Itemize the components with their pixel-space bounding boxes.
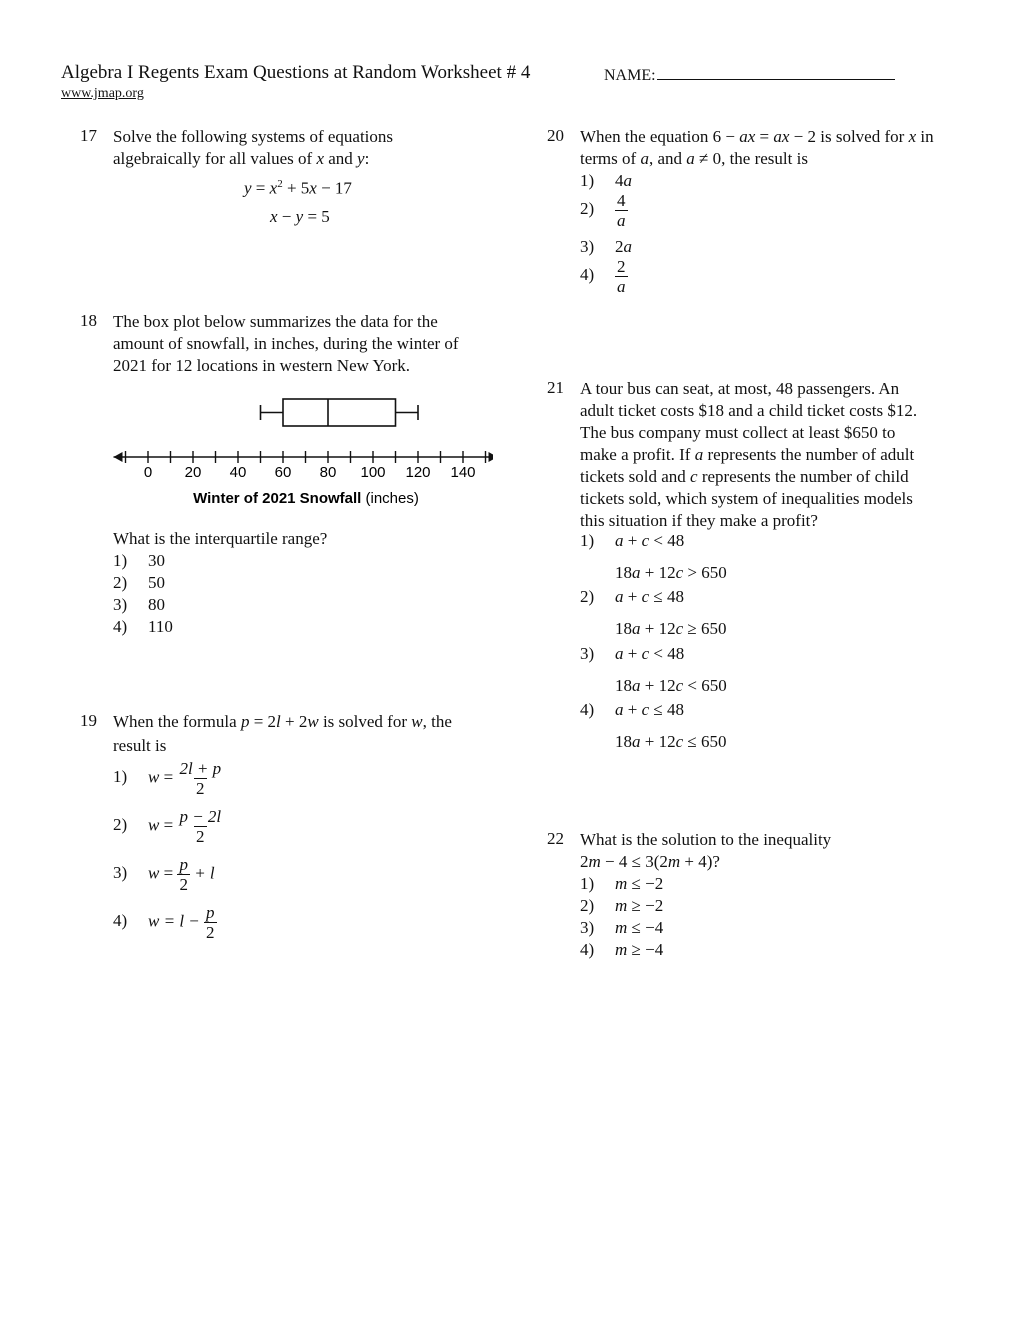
q19-option-2[interactable]: 2) w = $\frac{p - 2l}{2}$ — [113, 807, 222, 846]
q17-equation-1: $y = x^2 + 5x - 17$ — [244, 178, 352, 198]
question-20 — [580, 126, 934, 170]
q19-option-4[interactable]: 4) w = l − $\frac{p}{2}$ — [113, 903, 215, 942]
q19-line-2: result is — [113, 736, 167, 755]
site-link[interactable]: www.jmap.org — [61, 86, 144, 101]
q22-line-2: 2m − 4 ≤ 3(2m + 4)? — [580, 852, 720, 871]
q21-option-4[interactable]: 4) a + c ≤ 48 18a + 12c ≤ 650 — [580, 700, 727, 751]
q20-line-2: terms of a, and a ≠ 0, the result is — [580, 149, 808, 168]
q21-line-3: The bus company must collect at least $650 to — [580, 423, 896, 442]
q18-line-3: 2021 for 12 locations in western New York. — [113, 356, 410, 375]
q21-option-2[interactable]: 2) a + c ≤ 48 18a + 12c ≥ 650 — [580, 587, 727, 638]
question-18 — [113, 311, 459, 377]
axis-caption: Winter of 2021 Snowfall (inches) — [193, 490, 419, 507]
question-19 — [113, 711, 452, 757]
q20-option-2[interactable]: 2) $\frac{4}{a}$ — [580, 191, 626, 230]
question-20-number: 20 — [547, 126, 564, 145]
q18-option-2[interactable]: 2) 50 — [113, 573, 165, 592]
tick-label: 140 — [450, 464, 476, 481]
q21-line-2: adult ticket costs $18 and a child ticket costs $12. — [580, 401, 918, 420]
worksheet-title: Algebra I Regents Exam Questions at Random Worksheet # 4 — [61, 62, 531, 83]
q18-option-3[interactable]: 3) 80 — [113, 595, 165, 614]
number-line-axis — [114, 451, 494, 463]
q22-option-3[interactable]: 3) m ≤ −4 — [580, 918, 664, 937]
q18-line-2: amount of snowfall, in inches, during the winter of — [113, 334, 459, 353]
q18-options — [113, 550, 173, 638]
q21-option-1[interactable]: 1) a + c < 48 18a + 12c > 650 — [580, 531, 727, 582]
q22-option-2[interactable]: 2) m ≥ −2 — [580, 896, 664, 915]
q21-option-3[interactable]: 3) a + c < 48 18a + 12c < 650 — [580, 644, 727, 695]
q19-line-1: When the formula p = 2l + 2w is solved for w, the — [113, 712, 452, 731]
q18-option-1[interactable]: 1) 30 — [113, 551, 165, 570]
q20-line-1: When the equation 6 − ax = ax − 2 is solved for x in — [580, 127, 934, 146]
axis-right-arrow — [489, 452, 494, 462]
tick-label: 100 — [360, 464, 386, 481]
question-18-number: 18 — [80, 311, 97, 330]
q20-option-1[interactable]: 1) 4a — [580, 171, 632, 190]
q21-line-4: make a profit. If a represents the number of adult — [580, 445, 915, 464]
question-17 — [113, 126, 393, 170]
tick-label: 80 — [319, 464, 337, 481]
q18-option-4[interactable]: 4) 110 — [113, 617, 173, 636]
q19-option-3[interactable]: 3) w = $\frac{p}{2}$ + l — [113, 855, 215, 894]
q17-equation-2: x − y = 5 — [270, 207, 330, 226]
q21-line-1: A tour bus can seat, at most, 48 passengers. An — [580, 379, 900, 398]
name-label: NAME: — [604, 67, 656, 84]
question-21 — [580, 378, 917, 532]
question-22-number: 22 — [547, 829, 564, 848]
question-17-number: 17 — [80, 126, 97, 145]
tick-label: 0 — [143, 464, 153, 481]
tick-label: 20 — [184, 464, 202, 481]
box-plot-glyph — [261, 399, 419, 426]
tick-label: 120 — [405, 464, 431, 481]
q22-option-4[interactable]: 4) m ≥ −4 — [580, 940, 664, 959]
q20-option-4[interactable]: 4) $\frac{2}{a}$ — [580, 257, 626, 296]
q20-option-3[interactable]: 3) 2a — [580, 237, 632, 256]
name-blank-line — [657, 65, 895, 80]
box-q1-q3 — [283, 399, 396, 426]
q21-line-6: tickets sold, which system of inequalities models — [580, 489, 913, 508]
q17-line-2: algebraically for all values of x and y: — [113, 149, 370, 168]
question-22 — [580, 829, 831, 961]
number-line-tick-labels — [144, 464, 476, 481]
tick-label: 40 — [229, 464, 247, 481]
axis-left-arrow — [114, 452, 123, 462]
question-21-number: 21 — [547, 378, 564, 397]
q18-question: What is the interquartile range? — [113, 529, 328, 548]
q21-line-5: tickets sold and c represents the number of child — [580, 467, 909, 486]
question-19-number: 19 — [80, 711, 97, 730]
q19-option-1[interactable]: 1) w = $\frac{2l + p}{2}$ — [113, 759, 222, 798]
q22-line-1: What is the solution to the inequality — [580, 830, 832, 849]
name-field[interactable] — [604, 65, 895, 85]
tick-label: 60 — [274, 464, 292, 481]
q22-option-1[interactable]: 1) m ≤ −2 — [580, 874, 664, 893]
q17-line-1: Solve the following systems of equations — [113, 127, 394, 146]
snowfall-box-plot — [113, 390, 493, 515]
q21-line-7: this situation if they make a profit? — [580, 511, 818, 530]
q18-line-1: The box plot below summarizes the data for the — [113, 312, 438, 331]
